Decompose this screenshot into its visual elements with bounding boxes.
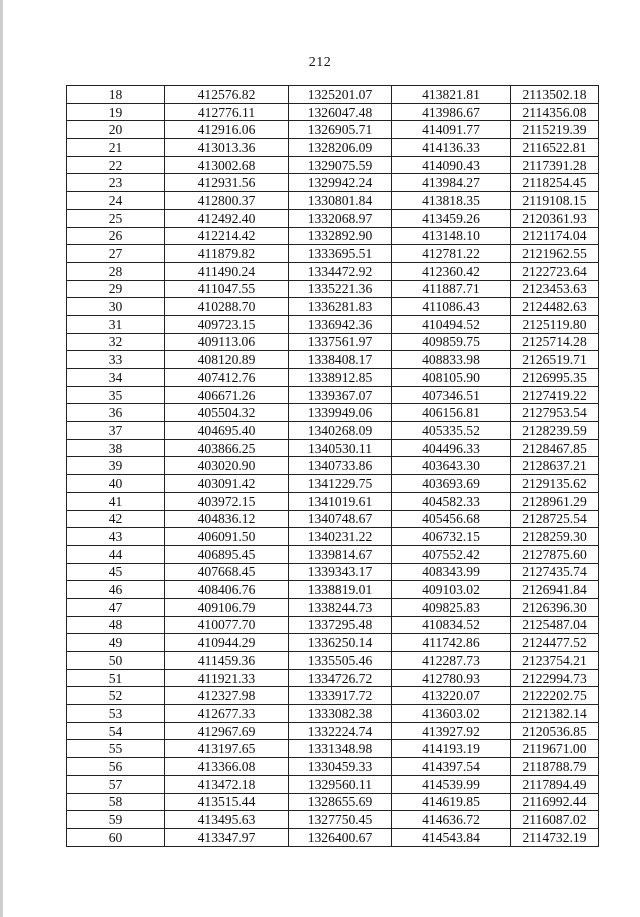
- table-row: [67, 386, 599, 404]
- x1-cell: 406091.50: [165, 528, 289, 546]
- x1-cell: 411490.24: [165, 262, 289, 280]
- x2-cell: 404496.33: [392, 439, 511, 457]
- y2-cell: 2124482.63: [511, 298, 599, 316]
- point-id-cell: 29: [67, 280, 165, 298]
- y1-cell: 1338819.01: [289, 581, 392, 599]
- x2-cell: 413148.10: [392, 227, 511, 245]
- y1-cell: 1326905.71: [289, 121, 392, 139]
- y2-cell: 2129135.62: [511, 475, 599, 493]
- y1-cell: 1339343.17: [289, 563, 392, 581]
- x2-cell: 408833.98: [392, 351, 511, 369]
- point-id-cell: 38: [67, 439, 165, 457]
- y1-cell: 1338408.17: [289, 351, 392, 369]
- y1-cell: 1329560.11: [289, 775, 392, 793]
- x2-cell: 406156.81: [392, 404, 511, 422]
- x2-cell: 413984.27: [392, 174, 511, 192]
- x1-cell: 413197.65: [165, 740, 289, 758]
- x2-cell: 414136.33: [392, 139, 511, 157]
- y2-cell: 2125119.80: [511, 315, 599, 333]
- x1-cell: 411459.36: [165, 652, 289, 670]
- point-id-cell: 54: [67, 722, 165, 740]
- x2-cell: 407552.42: [392, 545, 511, 563]
- y2-cell: 2126519.71: [511, 351, 599, 369]
- x1-cell: 404836.12: [165, 510, 289, 528]
- point-id-cell: 20: [67, 121, 165, 139]
- x1-cell: 413515.44: [165, 793, 289, 811]
- y2-cell: 2121382.14: [511, 705, 599, 723]
- point-id-cell: 40: [67, 475, 165, 493]
- table-row: [67, 687, 599, 705]
- table-row: [67, 298, 599, 316]
- x1-cell: 412492.40: [165, 209, 289, 227]
- table-row: [67, 722, 599, 740]
- y1-cell: 1336281.83: [289, 298, 392, 316]
- y1-cell: 1335505.46: [289, 652, 392, 670]
- y1-cell: 1337295.48: [289, 616, 392, 634]
- y1-cell: 1339814.67: [289, 545, 392, 563]
- table-row: [67, 581, 599, 599]
- y1-cell: 1335221.36: [289, 280, 392, 298]
- x2-cell: 404582.33: [392, 492, 511, 510]
- x2-cell: 413927.92: [392, 722, 511, 740]
- x2-cell: 414619.85: [392, 793, 511, 811]
- table-row: [67, 563, 599, 581]
- x2-cell: 413459.26: [392, 209, 511, 227]
- x2-cell: 403693.69: [392, 475, 511, 493]
- y1-cell: 1337561.97: [289, 333, 392, 351]
- x1-cell: 412931.56: [165, 174, 289, 192]
- y2-cell: 2128961.29: [511, 492, 599, 510]
- y2-cell: 2125714.28: [511, 333, 599, 351]
- x2-cell: 414091.77: [392, 121, 511, 139]
- table-row: [67, 262, 599, 280]
- table-row: [67, 669, 599, 687]
- coordinates-table: [66, 85, 599, 847]
- x2-cell: 412781.22: [392, 245, 511, 263]
- y1-cell: 1330459.33: [289, 758, 392, 776]
- x2-cell: 406732.15: [392, 528, 511, 546]
- scan-edge: [0, 0, 3, 917]
- x1-cell: 413347.97: [165, 828, 289, 846]
- y1-cell: 1341019.61: [289, 492, 392, 510]
- table-row: [67, 828, 599, 846]
- x1-cell: 412967.69: [165, 722, 289, 740]
- y2-cell: 2116087.02: [511, 811, 599, 829]
- x2-cell: 409825.83: [392, 598, 511, 616]
- x2-cell: 413821.81: [392, 86, 511, 104]
- x1-cell: 408120.89: [165, 351, 289, 369]
- y2-cell: 2126396.30: [511, 598, 599, 616]
- y1-cell: 1334726.72: [289, 669, 392, 687]
- table-row: [67, 475, 599, 493]
- point-id-cell: 53: [67, 705, 165, 723]
- y1-cell: 1338244.73: [289, 598, 392, 616]
- x1-cell: 403866.25: [165, 439, 289, 457]
- table-row: [67, 315, 599, 333]
- y1-cell: 1340530.11: [289, 439, 392, 457]
- table-row: [67, 528, 599, 546]
- x1-cell: 412776.11: [165, 103, 289, 121]
- y2-cell: 2128259.30: [511, 528, 599, 546]
- y1-cell: 1341229.75: [289, 475, 392, 493]
- point-id-cell: 30: [67, 298, 165, 316]
- x2-cell: 414543.84: [392, 828, 511, 846]
- point-id-cell: 55: [67, 740, 165, 758]
- point-id-cell: 60: [67, 828, 165, 846]
- y2-cell: 2118788.79: [511, 758, 599, 776]
- table-row: [67, 404, 599, 422]
- y1-cell: 1333082.38: [289, 705, 392, 723]
- y2-cell: 2114356.08: [511, 103, 599, 121]
- x2-cell: 413986.67: [392, 103, 511, 121]
- point-id-cell: 56: [67, 758, 165, 776]
- table-row: [67, 598, 599, 616]
- page-number: 212: [308, 55, 332, 70]
- x2-cell: 403643.30: [392, 457, 511, 475]
- y1-cell: 1336250.14: [289, 634, 392, 652]
- x1-cell: 412916.06: [165, 121, 289, 139]
- x2-cell: 405456.68: [392, 510, 511, 528]
- point-id-cell: 46: [67, 581, 165, 599]
- y2-cell: 2117894.49: [511, 775, 599, 793]
- y2-cell: 2115219.39: [511, 121, 599, 139]
- y2-cell: 2128637.21: [511, 457, 599, 475]
- x1-cell: 410288.70: [165, 298, 289, 316]
- y2-cell: 2126941.84: [511, 581, 599, 599]
- point-id-cell: 42: [67, 510, 165, 528]
- point-id-cell: 41: [67, 492, 165, 510]
- point-id-cell: 57: [67, 775, 165, 793]
- x2-cell: 414397.54: [392, 758, 511, 776]
- y2-cell: 2123453.63: [511, 280, 599, 298]
- point-id-cell: 37: [67, 422, 165, 440]
- y2-cell: 2127875.60: [511, 545, 599, 563]
- y1-cell: 1339367.07: [289, 386, 392, 404]
- table-row: [67, 652, 599, 670]
- table-row: [67, 705, 599, 723]
- y2-cell: 2128725.54: [511, 510, 599, 528]
- x1-cell: 413366.08: [165, 758, 289, 776]
- point-id-cell: 50: [67, 652, 165, 670]
- y1-cell: 1340748.67: [289, 510, 392, 528]
- x1-cell: 413002.68: [165, 156, 289, 174]
- y1-cell: 1339949.06: [289, 404, 392, 422]
- y2-cell: 2126995.35: [511, 369, 599, 387]
- y2-cell: 2127435.74: [511, 563, 599, 581]
- x1-cell: 412214.42: [165, 227, 289, 245]
- y2-cell: 2121962.55: [511, 245, 599, 263]
- table-row: [67, 280, 599, 298]
- table-row: [67, 139, 599, 157]
- y2-cell: 2122202.75: [511, 687, 599, 705]
- table-row: [67, 369, 599, 387]
- table-row: [67, 86, 599, 104]
- x1-cell: 403020.90: [165, 457, 289, 475]
- y1-cell: 1336942.36: [289, 315, 392, 333]
- table-row: [67, 758, 599, 776]
- y2-cell: 2128467.85: [511, 439, 599, 457]
- x1-cell: 411921.33: [165, 669, 289, 687]
- x2-cell: 412360.42: [392, 262, 511, 280]
- x1-cell: 413495.63: [165, 811, 289, 829]
- y1-cell: 1332892.90: [289, 227, 392, 245]
- x2-cell: 411887.71: [392, 280, 511, 298]
- table-row: [67, 616, 599, 634]
- y2-cell: 2127419.22: [511, 386, 599, 404]
- x2-cell: 409103.02: [392, 581, 511, 599]
- table-row: [67, 227, 599, 245]
- table-row: [67, 634, 599, 652]
- y2-cell: 2121174.04: [511, 227, 599, 245]
- point-id-cell: 27: [67, 245, 165, 263]
- x2-cell: 413603.02: [392, 705, 511, 723]
- x1-cell: 412327.98: [165, 687, 289, 705]
- x2-cell: 407346.51: [392, 386, 511, 404]
- point-id-cell: 21: [67, 139, 165, 157]
- x1-cell: 412576.82: [165, 86, 289, 104]
- y2-cell: 2119671.00: [511, 740, 599, 758]
- x1-cell: 408406.76: [165, 581, 289, 599]
- y2-cell: 2122994.73: [511, 669, 599, 687]
- coordinates-table-body: [67, 86, 599, 847]
- y1-cell: 1328655.69: [289, 793, 392, 811]
- y2-cell: 2116992.44: [511, 793, 599, 811]
- table-row: [67, 245, 599, 263]
- x2-cell: 408343.99: [392, 563, 511, 581]
- y1-cell: 1326047.48: [289, 103, 392, 121]
- point-id-cell: 49: [67, 634, 165, 652]
- y2-cell: 2123754.21: [511, 652, 599, 670]
- table-row: [67, 351, 599, 369]
- table-row: [67, 510, 599, 528]
- y1-cell: 1338912.85: [289, 369, 392, 387]
- point-id-cell: 22: [67, 156, 165, 174]
- x1-cell: 404695.40: [165, 422, 289, 440]
- x2-cell: 414636.72: [392, 811, 511, 829]
- x1-cell: 405504.32: [165, 404, 289, 422]
- y2-cell: 2120536.85: [511, 722, 599, 740]
- y1-cell: 1326400.67: [289, 828, 392, 846]
- x1-cell: 413013.36: [165, 139, 289, 157]
- point-id-cell: 33: [67, 351, 165, 369]
- point-id-cell: 23: [67, 174, 165, 192]
- y1-cell: 1330801.84: [289, 192, 392, 210]
- point-id-cell: 52: [67, 687, 165, 705]
- table-row: [67, 793, 599, 811]
- y1-cell: 1334472.92: [289, 262, 392, 280]
- x2-cell: 409859.75: [392, 333, 511, 351]
- x1-cell: 403972.15: [165, 492, 289, 510]
- point-id-cell: 59: [67, 811, 165, 829]
- point-id-cell: 45: [67, 563, 165, 581]
- point-id-cell: 58: [67, 793, 165, 811]
- y1-cell: 1332068.97: [289, 209, 392, 227]
- point-id-cell: 48: [67, 616, 165, 634]
- point-id-cell: 39: [67, 457, 165, 475]
- point-id-cell: 35: [67, 386, 165, 404]
- point-id-cell: 26: [67, 227, 165, 245]
- x1-cell: 407412.76: [165, 369, 289, 387]
- y1-cell: 1328206.09: [289, 139, 392, 157]
- x1-cell: 410077.70: [165, 616, 289, 634]
- x2-cell: 411742.86: [392, 634, 511, 652]
- y2-cell: 2128239.59: [511, 422, 599, 440]
- table-row: [67, 457, 599, 475]
- table-row: [67, 156, 599, 174]
- table-row: [67, 492, 599, 510]
- y1-cell: 1329942.24: [289, 174, 392, 192]
- x1-cell: 409723.15: [165, 315, 289, 333]
- table-row: [67, 775, 599, 793]
- table-row: [67, 545, 599, 563]
- x1-cell: 411047.55: [165, 280, 289, 298]
- table-row: [67, 811, 599, 829]
- x2-cell: 410834.52: [392, 616, 511, 634]
- point-id-cell: 28: [67, 262, 165, 280]
- y2-cell: 2125487.04: [511, 616, 599, 634]
- x2-cell: 413220.07: [392, 687, 511, 705]
- y1-cell: 1331348.98: [289, 740, 392, 758]
- y2-cell: 2127953.54: [511, 404, 599, 422]
- x1-cell: 412677.33: [165, 705, 289, 723]
- point-id-cell: 19: [67, 103, 165, 121]
- y2-cell: 2120361.93: [511, 209, 599, 227]
- y1-cell: 1332224.74: [289, 722, 392, 740]
- x1-cell: 406671.26: [165, 386, 289, 404]
- table-row: [67, 103, 599, 121]
- y2-cell: 2122723.64: [511, 262, 599, 280]
- y2-cell: 2113502.18: [511, 86, 599, 104]
- y1-cell: 1327750.45: [289, 811, 392, 829]
- y1-cell: 1333695.51: [289, 245, 392, 263]
- table-row: [67, 209, 599, 227]
- table-row: [67, 174, 599, 192]
- y2-cell: 2117391.28: [511, 156, 599, 174]
- y1-cell: 1340268.09: [289, 422, 392, 440]
- x2-cell: 414539.99: [392, 775, 511, 793]
- y1-cell: 1340733.86: [289, 457, 392, 475]
- point-id-cell: 18: [67, 86, 165, 104]
- point-id-cell: 32: [67, 333, 165, 351]
- x1-cell: 409106.79: [165, 598, 289, 616]
- table-row: [67, 439, 599, 457]
- x1-cell: 409113.06: [165, 333, 289, 351]
- point-id-cell: 36: [67, 404, 165, 422]
- point-id-cell: 43: [67, 528, 165, 546]
- x1-cell: 412800.37: [165, 192, 289, 210]
- y1-cell: 1340231.22: [289, 528, 392, 546]
- table-row: [67, 422, 599, 440]
- point-id-cell: 25: [67, 209, 165, 227]
- y1-cell: 1333917.72: [289, 687, 392, 705]
- y2-cell: 2119108.15: [511, 192, 599, 210]
- y2-cell: 2116522.81: [511, 139, 599, 157]
- x2-cell: 414193.19: [392, 740, 511, 758]
- x1-cell: 413472.18: [165, 775, 289, 793]
- x1-cell: 406895.45: [165, 545, 289, 563]
- table-row: [67, 121, 599, 139]
- y1-cell: 1329075.59: [289, 156, 392, 174]
- table-row: [67, 740, 599, 758]
- y2-cell: 2114732.19: [511, 828, 599, 846]
- table-row: [67, 192, 599, 210]
- point-id-cell: 24: [67, 192, 165, 210]
- table-row: [67, 333, 599, 351]
- x1-cell: 411879.82: [165, 245, 289, 263]
- point-id-cell: 31: [67, 315, 165, 333]
- x2-cell: 410494.52: [392, 315, 511, 333]
- x1-cell: 403091.42: [165, 475, 289, 493]
- x2-cell: 412287.73: [392, 652, 511, 670]
- x2-cell: 411086.43: [392, 298, 511, 316]
- y1-cell: 1325201.07: [289, 86, 392, 104]
- x2-cell: 405335.52: [392, 422, 511, 440]
- point-id-cell: 34: [67, 369, 165, 387]
- x1-cell: 407668.45: [165, 563, 289, 581]
- y2-cell: 2118254.45: [511, 174, 599, 192]
- point-id-cell: 47: [67, 598, 165, 616]
- x1-cell: 410944.29: [165, 634, 289, 652]
- point-id-cell: 44: [67, 545, 165, 563]
- x2-cell: 412780.93: [392, 669, 511, 687]
- y2-cell: 2124477.52: [511, 634, 599, 652]
- point-id-cell: 51: [67, 669, 165, 687]
- x2-cell: 408105.90: [392, 369, 511, 387]
- x2-cell: 413818.35: [392, 192, 511, 210]
- x2-cell: 414090.43: [392, 156, 511, 174]
